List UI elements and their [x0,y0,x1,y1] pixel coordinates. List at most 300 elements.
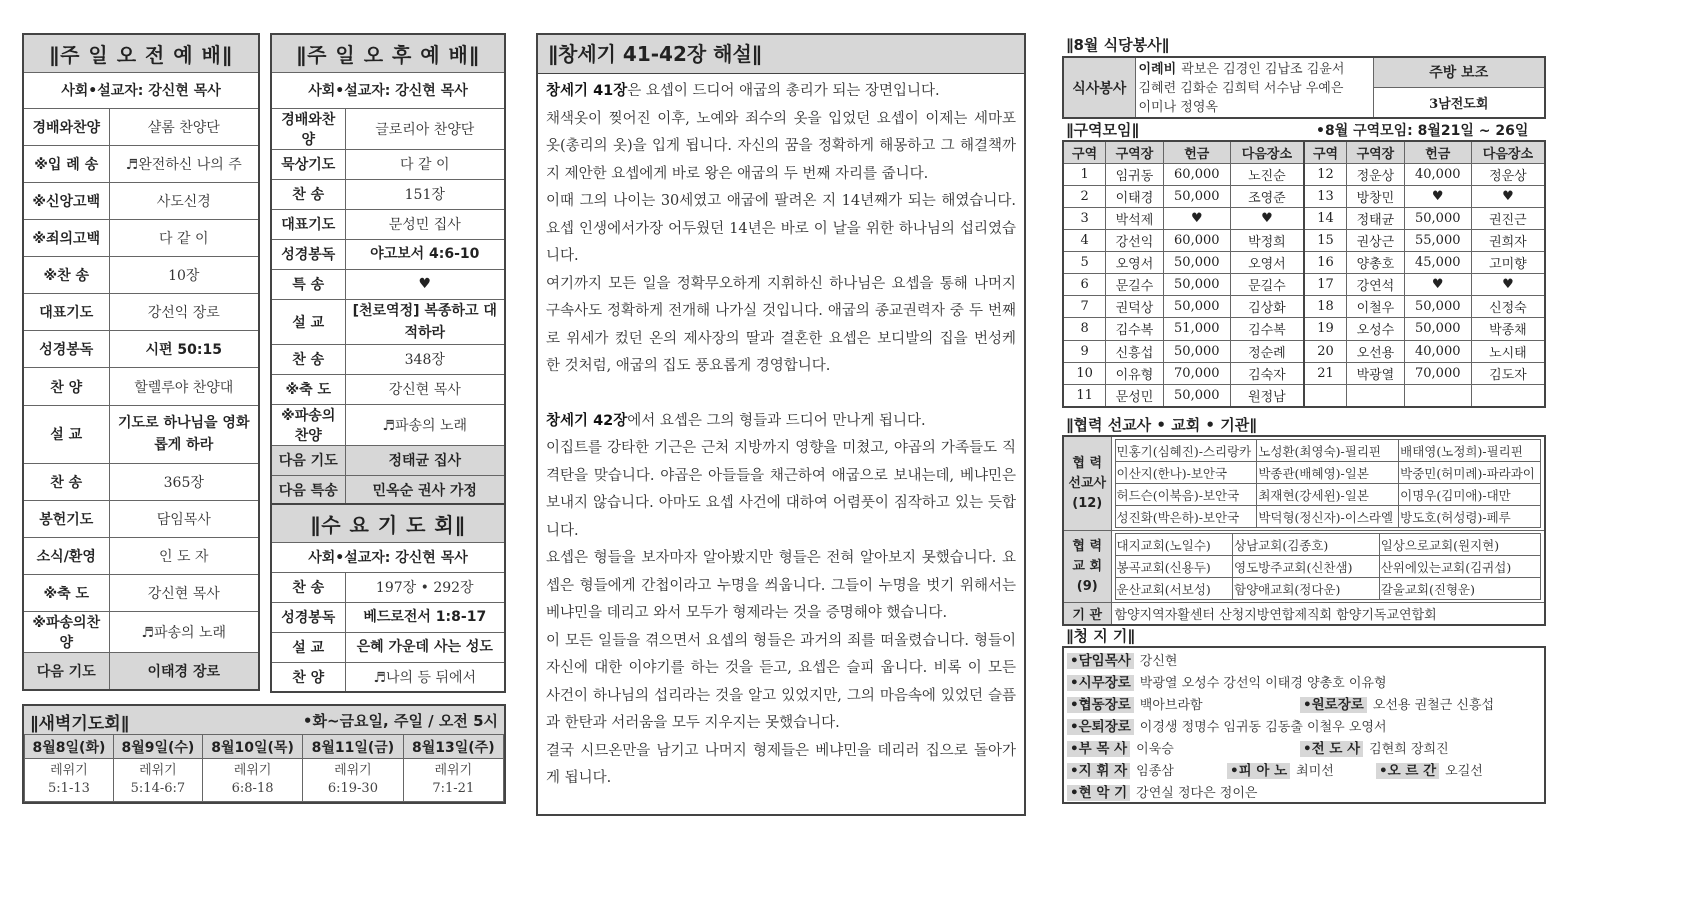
service-row [23,108,259,145]
meal-leader: 이례비 [1138,62,1177,77]
dawn-prayer-table [24,734,504,802]
district-header: 다음장소 [1471,141,1545,163]
service-item-value: 이태경 장로 [109,653,259,690]
article-paragraph [546,408,1016,436]
clergy-row [1064,737,1544,759]
clergy-role: •지 휘 자 [1067,763,1130,779]
service-item-label: ※찬 송 [23,257,109,294]
partner-entry: 박중민(허미례)-파라과이 [1399,462,1541,484]
service-item-value: 기도로 하나님을 영화롭게 하라 [109,405,259,463]
district-cell: 노시태 [1471,340,1545,362]
district-cell: 4 [1063,229,1106,251]
clergy-role: •피 아 노 [1227,763,1290,779]
morning-service-table [22,33,260,691]
table-row [1063,185,1545,207]
service-row [23,331,259,368]
service-item-value: 다 같 이 [345,149,505,179]
clergy-row [1064,781,1544,803]
district-cell: 17 [1304,274,1347,296]
district-cell: 조영준 [1230,185,1304,207]
service-item-value: ♥ [345,269,505,299]
district-cell: 40,000 [1404,340,1471,362]
partner-entry: 갈울교회(진형운) [1379,578,1540,600]
dawn-day-date: 8월9일(수) [113,735,202,759]
dawn-book: 레위기 [334,763,372,778]
partner-entry: 박종관(배혜영)-일본 [1257,462,1399,484]
wednesday-prayer-title: ∥수 요 기 도 회∥ [271,504,505,542]
article-paragraph [546,628,1016,738]
district-cell: 임귀동 [1106,163,1164,185]
service-row [271,602,505,632]
district-cell: 김도자 [1471,362,1545,384]
district-cell: 45,000 [1404,252,1471,274]
service-item-value: 담임목사 [109,500,259,537]
dawn-day-reading [113,759,202,802]
service-item-value: 348장 [345,344,505,374]
table-row [1063,207,1545,229]
district-title: ∥구역모임∥ [1066,121,1139,139]
article-body [536,73,1026,816]
district-cell: 7 [1063,296,1106,318]
dawn-day-reading [202,759,302,802]
missionary-label: 협 력 선교사 (12) [1063,436,1111,531]
article-paragraph [546,545,1016,628]
district-cell: 16 [1304,252,1347,274]
service-item-label: ※축 도 [23,575,109,612]
service-item-value: 강신현 목사 [109,575,259,612]
service-item-label: 성경봉독 [271,602,345,632]
service-item-value: 사도신경 [109,182,259,219]
district-cell: 5 [1063,252,1106,274]
meal-title: ∥8월 식당봉사∥ [1066,36,1170,54]
district-cell: 50,000 [1163,274,1230,296]
district-cell: 13 [1304,185,1347,207]
district-cell: 문길수 [1230,274,1304,296]
district-cell: 15 [1304,229,1347,251]
service-row [271,299,505,344]
meal-names-line2: 김혜련 김화순 김희턱 서수남 우예은 [1138,81,1344,96]
wednesday-preacher: 사회•설교자: 강신현 목사 [271,542,505,572]
service-item-label: ※입 례 송 [23,145,109,182]
service-item-value: 10장 [109,257,259,294]
service-item-label: 성경봉독 [23,331,109,368]
district-cell: 11 [1063,384,1106,407]
partner-entry: 일상으로교회(원지현) [1379,534,1540,556]
service-row [271,239,505,269]
dawn-book: 레위기 [50,763,88,778]
article-paragraph [546,435,1016,545]
morning-preacher: 사회•설교자: 강신현 목사 [23,72,259,108]
service-item-label: 찬 양 [23,368,109,405]
clergy-item [1067,715,1387,739]
service-item-label: 다음 기도 [23,653,109,690]
district-cell: 오성수 [1347,318,1405,340]
service-row [271,179,505,209]
article-text: 에서 요셉은 그의 형들과 드디어 만나게 됩니다. [627,412,926,429]
clergy-role: •부 목 사 [1067,741,1130,757]
clergy-role: •담임목사 [1067,653,1134,669]
district-cell: ♥ [1163,207,1230,229]
clergy-names: 임종삼 [1136,764,1174,779]
partners-table [1062,435,1546,626]
service-item-label: ※파송의찬양 [271,404,345,445]
partner-entry: 최재현(강세윈)-일본 [1257,484,1399,506]
service-item-label: 다음 기도 [271,445,345,475]
clergy-names: 오길선 [1445,764,1483,779]
district-cell: 정순례 [1230,340,1304,362]
morning-service-title: ∥주 일 오 전 예 배∥ [23,34,259,72]
district-cell: 양총호 [1347,252,1405,274]
dawn-ref: 6:19-30 [327,781,378,796]
table-row [1063,362,1545,384]
service-row [23,405,259,463]
service-item-value: 민옥순 권사 가정 [345,475,505,505]
clergy-role: •은퇴장로 [1067,719,1134,735]
clergy-item [1376,759,1483,783]
article-paragraph [546,381,1016,408]
service-item-value: 베드로전서 1:8-17 [345,602,505,632]
article [536,33,1026,803]
service-row [271,632,505,662]
district-cell: 정운상 [1471,163,1545,185]
service-row [271,662,505,692]
article-paragraph [546,188,1016,271]
district-cell [1304,384,1347,407]
district-cell: 70,000 [1163,362,1230,384]
district-cell: 오영서 [1230,252,1304,274]
service-item-label: 대표기도 [271,209,345,239]
district-cell: 권덕상 [1106,296,1164,318]
article-title: ∥창세기 41-42장 해설∥ [536,33,1026,73]
district-cell: 21 [1304,362,1347,384]
service-row [23,220,259,257]
service-item-label: ※파송의찬양 [23,612,109,653]
partner-entry: 허드슨(이북음)-보안국 [1115,484,1257,506]
article-paragraph [546,106,1016,189]
dawn-day-date: 8월10일(목) [202,735,302,759]
district-header: 구역장 [1106,141,1164,163]
dawn-day-date: 8월13일(주) [403,735,503,759]
district-cell: 1 [1063,163,1106,185]
district-cell: 문길수 [1106,274,1164,296]
district-cell [1471,384,1545,407]
table-row [1063,318,1545,340]
clergy-names: 최미선 [1296,764,1334,779]
district-cell: ♥ [1404,274,1471,296]
table-row [1063,163,1545,185]
district-cell: 50,000 [1163,185,1230,207]
partner-entry: 산위에있는교회(김귀섭) [1379,556,1540,578]
service-row [271,374,505,404]
district-cell: 권진근 [1471,207,1545,229]
service-item-value: 시편 50:15 [109,331,259,368]
service-row [23,294,259,331]
service-item-value: 197장 • 292장 [345,572,505,602]
service-item-label: 설 교 [271,632,345,662]
district-header: 다음장소 [1230,141,1304,163]
district-cell: ♥ [1471,185,1545,207]
article-text: 채색옷이 찢어진 이후, 노예와 죄수의 옷을 입었던 요셉이 이제는 세마포 옷(총리의 옷)을 입게 됩니다. 자신의 꿈을 정확하게 해몽하고 그 해결책까지 제안한 요셉에게 바로 왕은 애굽의 두 번째 자리를 줍니다. [546,110,1016,182]
service-item-label: 찬 양 [271,662,345,692]
partners-title: ∥협력 선교사 • 교회 • 기관∥ [1066,416,1257,434]
district-cell: 강연석 [1347,274,1405,296]
table-row [1063,229,1545,251]
clergy-item [1300,737,1449,761]
district-cell: 이유형 [1106,362,1164,384]
clergy-names: 이욱승 [1136,742,1174,757]
dawn-prayer-time: •화~금요일, 주일 / 오전 5시 [302,712,498,730]
district-cell: ♥ [1471,274,1545,296]
service-item-label: 소식/환영 [23,537,109,574]
service-item-label: 다음 특송 [271,475,345,505]
district-cell: 김수복 [1106,318,1164,340]
partner-entry: 이명우(김미애)-대만 [1399,484,1541,506]
district-cell: 박석제 [1106,207,1164,229]
service-item-value: 샬롬 찬양단 [109,108,259,145]
service-item-value: ♬파송의 노래 [345,404,505,445]
district-cell: 노진순 [1230,163,1304,185]
clergy-title: ∥청 지 기∥ [1066,627,1135,645]
district-cell: 50,000 [1163,296,1230,318]
dawn-book: 레위기 [434,763,473,778]
district-cell: 오선용 [1347,340,1405,362]
district-cell: 박종채 [1471,318,1545,340]
service-item-label: 찬 송 [23,463,109,500]
clergy-item [1227,759,1334,783]
article-text: 결국 시므온만을 남기고 나머지 형제들은 베냐민을 데리러 집으로 돌아가게 됩니다. [546,742,1016,786]
clergy-names: 김현희 장희진 [1369,742,1449,757]
service-row [271,269,505,299]
service-item-value: 야고보서 4:6-10 [345,239,505,269]
district-cell: 고미향 [1471,252,1545,274]
service-row [23,612,259,653]
afternoon-service-title: ∥주 일 오 후 예 배∥ [271,34,505,72]
service-item-label: 찬 송 [271,179,345,209]
district-cell: 신흥섭 [1106,340,1164,362]
clergy-item [1067,649,1177,673]
service-row [271,404,505,445]
article-text: 이때 그의 나이는 30세였고 애굽에 팔려온 지 14년째가 되는 해였습니다. 요셉 인생에서가장 어두웠던 14년은 바로 이 날을 위한 하나님의 섭리였습니다. [546,193,1016,264]
partner-entry: 영도방주교회(신찬샘) [1233,556,1380,578]
service-item-label: 묵상기도 [271,149,345,179]
district-cell: 50,000 [1163,252,1230,274]
district-cell: 신정숙 [1471,296,1545,318]
church-list [1115,533,1542,600]
dawn-day-date: 8월8일(화) [25,735,114,759]
partner-entry: 이산지(한나)-보안국 [1115,462,1257,484]
district-cell: 12 [1304,163,1347,185]
service-item-label: 설 교 [23,405,109,463]
partner-entry: 배태영(노정희)-필리핀 [1399,440,1541,462]
district-header: 구역 [1304,141,1347,163]
service-item-label: 찬 송 [271,344,345,374]
clergy-role: •전 도 사 [1300,741,1363,757]
service-item-label: ※축 도 [271,374,345,404]
clergy-names: 이경생 정명수 임귀동 김동출 이철우 오영서 [1139,720,1387,735]
service-row [23,368,259,405]
meal-names-line3: 이미나 정영옥 [1138,100,1218,115]
service-item-value: 할렐루야 찬양대 [109,368,259,405]
service-item-label: 특 송 [271,269,345,299]
meal-table [1062,56,1546,119]
district-cell: 김숙자 [1230,362,1304,384]
service-item-label: 대표기도 [23,294,109,331]
clergy-item [1067,781,1257,805]
district-cell: 2 [1063,185,1106,207]
service-item-value: 강신현 목사 [345,374,505,404]
service-item-value: 151장 [345,179,505,209]
district-cell: 55,000 [1404,229,1471,251]
clergy-item [1067,759,1174,783]
service-row [23,500,259,537]
partner-entry: 봉곡교회(신용두) [1115,556,1233,578]
district-table [1062,140,1546,408]
article-text: 은 요셉이 드디어 애굽의 총리가 되는 장면입니다. [627,83,940,99]
district-cell: 김수복 [1230,318,1304,340]
dawn-book: 레위기 [139,763,177,778]
partner-entry: 성진화(박은하)-보안국 [1115,506,1257,528]
meal-names-line1: 곽보은 김경인 김납조 김윤서 [1181,62,1345,77]
service-item-label: 설 교 [271,299,345,344]
district-cell: 50,000 [1404,296,1471,318]
dawn-ref: 5:14-6:7 [130,781,186,796]
district-header: 구역 [1063,141,1106,163]
dawn-prayer-title: ∥새벽기도회∥ [30,714,130,734]
clergy-names: 박광열 오성수 강선익 이태경 양총호 이유형 [1139,676,1387,691]
dawn-prayer-header [24,706,504,734]
dawn-ref: 7:1-21 [432,781,475,796]
article-text: 이집트를 강타한 기근은 근처 지방까지 영향을 미쳤고, 야곱의 가족들도 직격탄을 맞습니다. 야곱은 아들들을 채근하여 애굽으로 보내는데, 베냐민은 보내지 않습니다. 아마도 요셉 사건에 대하여 어렴풋이 짐작하고 있는 듯합니다. [546,440,1016,539]
partner-entry: 함양애교회(정다운) [1233,578,1380,600]
district-cell: 문성민 [1106,384,1164,407]
district-cell: 박정희 [1230,229,1304,251]
article-text: 요셉은 형들을 보자마자 알아봤지만 형들은 전혀 알아보지 못했습니다. 요셉은 형들에게 간첩이라고 누명을 씌웁니다. 그들이 누명을 벗기 위해서는 베냐민을 데리고 와서 모두가 형제라는 것을 증명해야 했습니다. [546,550,1016,621]
service-item-value: 은혜 가운데 사는 성도 [345,632,505,662]
service-item-label: 경배와찬양 [23,108,109,145]
service-item-label: 성경봉독 [271,239,345,269]
article-text: 이 모든 일들을 겪으면서 요셉의 형들은 과거의 죄를 떠올렸습니다. 형들이 자신에 대한 이야기를 하는 것을 듣고, 요셉은 슬피 웁니다. 비록 이 모든 사건이 하나님의 섭리라는 것을 알고 있었지만, 그의 마음속에 있었던 슬픔과 한탄과 서러움을 모두 지우지는 못했습니다. [546,632,1016,731]
partner-entry: 노성환(최영숙)-필리핀 [1257,440,1399,462]
service-item-value: 365장 [109,463,259,500]
service-row [23,463,259,500]
district-cell: 원정남 [1230,384,1304,407]
district-cell: 정태균 [1347,207,1405,229]
district-cell: 60,000 [1163,163,1230,185]
clergy-row [1064,649,1544,671]
dawn-ref: 5:1-13 [48,781,90,796]
afternoon-service-table [270,33,506,506]
district-note: •8월 구역모임: 8월21일 ~ 26일 [1316,123,1529,139]
clergy-box [1062,646,1546,804]
clergy-item [1067,693,1203,717]
district-cell: 3 [1063,207,1106,229]
service-item-value: 글로리아 찬양단 [345,108,505,149]
clergy-item [1067,671,1387,695]
service-item-value: 강선익 장로 [109,294,259,331]
service-item-label: 찬 송 [271,572,345,602]
service-item-value: ♬완전하신 나의 주 [109,145,259,182]
clergy-names: 강연실 정다은 정이은 [1136,786,1258,801]
article-paragraph [546,78,1016,106]
district-cell: 50,000 [1163,384,1230,407]
service-item-label: ※신앙고백 [23,182,109,219]
partner-entry: 대지교회(노일수) [1115,534,1233,556]
clergy-role: •오 르 간 [1376,763,1439,779]
partner-entry: 민홍기(심혜진)-스리랑카 [1115,440,1257,462]
district-cell: 박광열 [1347,362,1405,384]
clergy-item [1067,737,1174,761]
district-cell: 14 [1304,207,1347,229]
district-cell [1347,384,1405,407]
clergy-names: 오선용 권철근 신흥섭 [1372,698,1495,713]
service-row [23,537,259,574]
district-cell: 18 [1304,296,1347,318]
service-item-value: 인 도 자 [109,537,259,574]
service-row [271,108,505,149]
partner-entry: 상남교회(김종호) [1233,534,1380,556]
district-cell: 방창민 [1347,185,1405,207]
kitchen-value: 3남전도회 [1373,87,1545,118]
district-cell: 20 [1304,340,1347,362]
clergy-names: 강신현 [1139,654,1178,669]
partner-entry: 방도호(허성령)-페루 [1399,506,1541,528]
district-cell [1404,384,1471,407]
district-cell: 오영서 [1106,252,1164,274]
district-cell: 강선익 [1106,229,1164,251]
article-chapter-heading: 창세기 41장 [546,83,628,99]
service-item-value: ♬파송의 노래 [109,612,259,653]
table-row [1063,296,1545,318]
district-cell: 60,000 [1163,229,1230,251]
clergy-role: •원로장로 [1300,697,1367,713]
service-row [271,572,505,602]
table-row [1063,252,1545,274]
service-row [271,344,505,374]
district-header: 구역장 [1347,141,1405,163]
clergy-item [1300,693,1494,717]
district-cell: 6 [1063,274,1106,296]
district-cell: 이태경 [1106,185,1164,207]
service-row [23,182,259,219]
article-chapter-heading: 창세기 42장 [546,412,628,429]
district-cell: 50,000 [1163,340,1230,362]
district-cell: 정운상 [1347,163,1405,185]
service-item-value: [천로역정] 복종하고 대적하라 [345,299,505,344]
service-item-value: 정태균 집사 [345,445,505,475]
district-cell: 권상근 [1347,229,1405,251]
article-paragraph [546,271,1016,381]
dawn-day-reading [303,759,403,802]
missionary-list [1115,439,1542,528]
dawn-ref: 6:8-18 [231,781,274,796]
dawn-day-reading [25,759,114,802]
district-cell: 김상화 [1230,296,1304,318]
partner-entry: 운산교회(서보성) [1115,578,1233,600]
meal-label: 식사봉사 [1063,57,1135,118]
service-item-value: 문성민 집사 [345,209,505,239]
district-cell: 70,000 [1404,362,1471,384]
service-row [23,653,259,690]
meal-names [1135,57,1373,118]
table-row [1063,274,1545,296]
service-row [271,149,505,179]
service-row [271,445,505,475]
district-cell: 40,000 [1404,163,1471,185]
district-cell: ♥ [1230,207,1304,229]
district-cell: 19 [1304,318,1347,340]
dawn-day-date: 8월11일(금) [303,735,403,759]
district-cell: ♥ [1404,185,1471,207]
